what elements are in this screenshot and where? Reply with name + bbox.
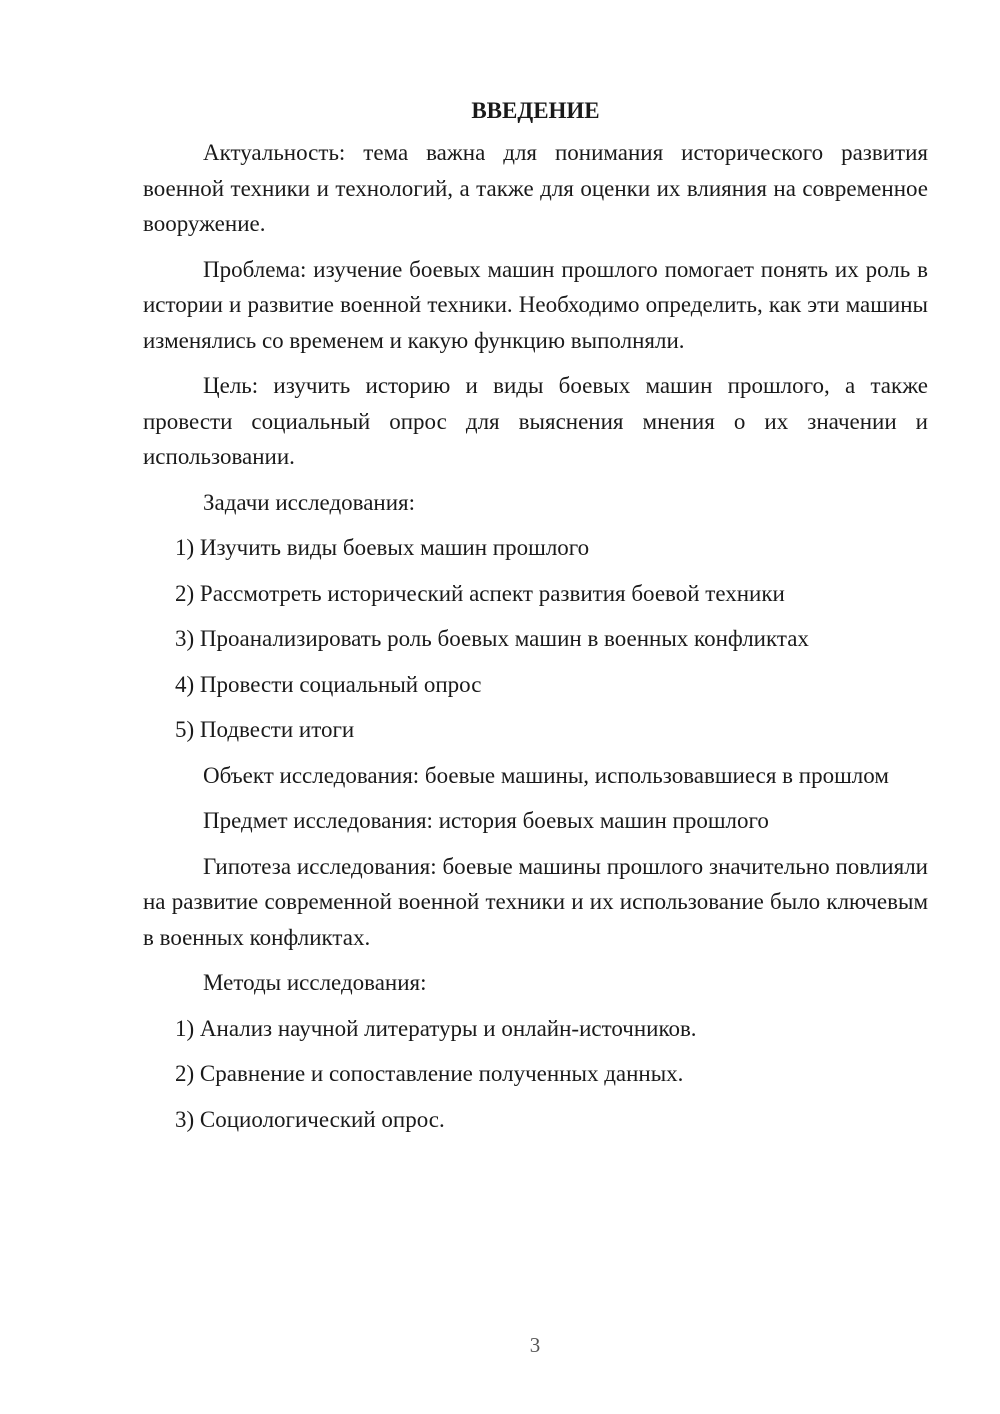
page-title: ВВЕДЕНИЕ (471, 98, 600, 123)
list-item: 1) Анализ научной литературы и онлайн-источников. (175, 1015, 697, 1041)
relevance-paragraph: Актуальность: тема важна для понимания исторического развития военной техники и технологий, а также для оценки их влияния на современное вооружение. (143, 140, 928, 236)
page-number: 3 (529, 1333, 541, 1357)
goal-paragraph: Цель: изучить историю и виды боевых машин прошлого, а также провести социальный опрос для выяснения мнения о их значении и использовании. (143, 373, 928, 469)
list-item: 2) Рассмотреть исторический аспект развития боевой техники (175, 580, 785, 606)
document-page (143, 96, 928, 1147)
list-item: 5) Подвести итоги (175, 717, 355, 742)
tasks-list (143, 530, 928, 748)
tasks-heading: Задачи исследования: (203, 489, 416, 515)
list-item: 3) Социологический опрос. (175, 1106, 445, 1132)
list-item: 1) Изучить виды боевых машин прошлого (175, 535, 590, 560)
hypothesis-paragraph: Гипотеза исследования: боевые машины прошлого значительно повлияли на развитие современной военной техники и их использование было ключевым в военных конфликтах. (143, 853, 928, 950)
list-item: 2) Сравнение и сопоставление полученных данных. (175, 1061, 684, 1086)
list-item: 4) Провести социальный опрос (175, 671, 482, 697)
problem-paragraph: Проблема: изучение боевых машин прошлого помогает понять их роль в истории и развитие военной техники. Необходимо определить, как эти машины изменялись со временем и какую функцию выполняли. (143, 256, 928, 353)
subject-paragraph: Предмет исследования: история боевых машин прошлого (203, 808, 769, 833)
methods-heading: Методы исследования: (203, 970, 427, 995)
methods-list (143, 1011, 928, 1138)
object-paragraph: Объект исследования: боевые машины, использовавшиеся в прошлом (203, 762, 889, 788)
list-item: 3) Проанализировать роль боевых машин в военных конфликтах (175, 626, 809, 651)
